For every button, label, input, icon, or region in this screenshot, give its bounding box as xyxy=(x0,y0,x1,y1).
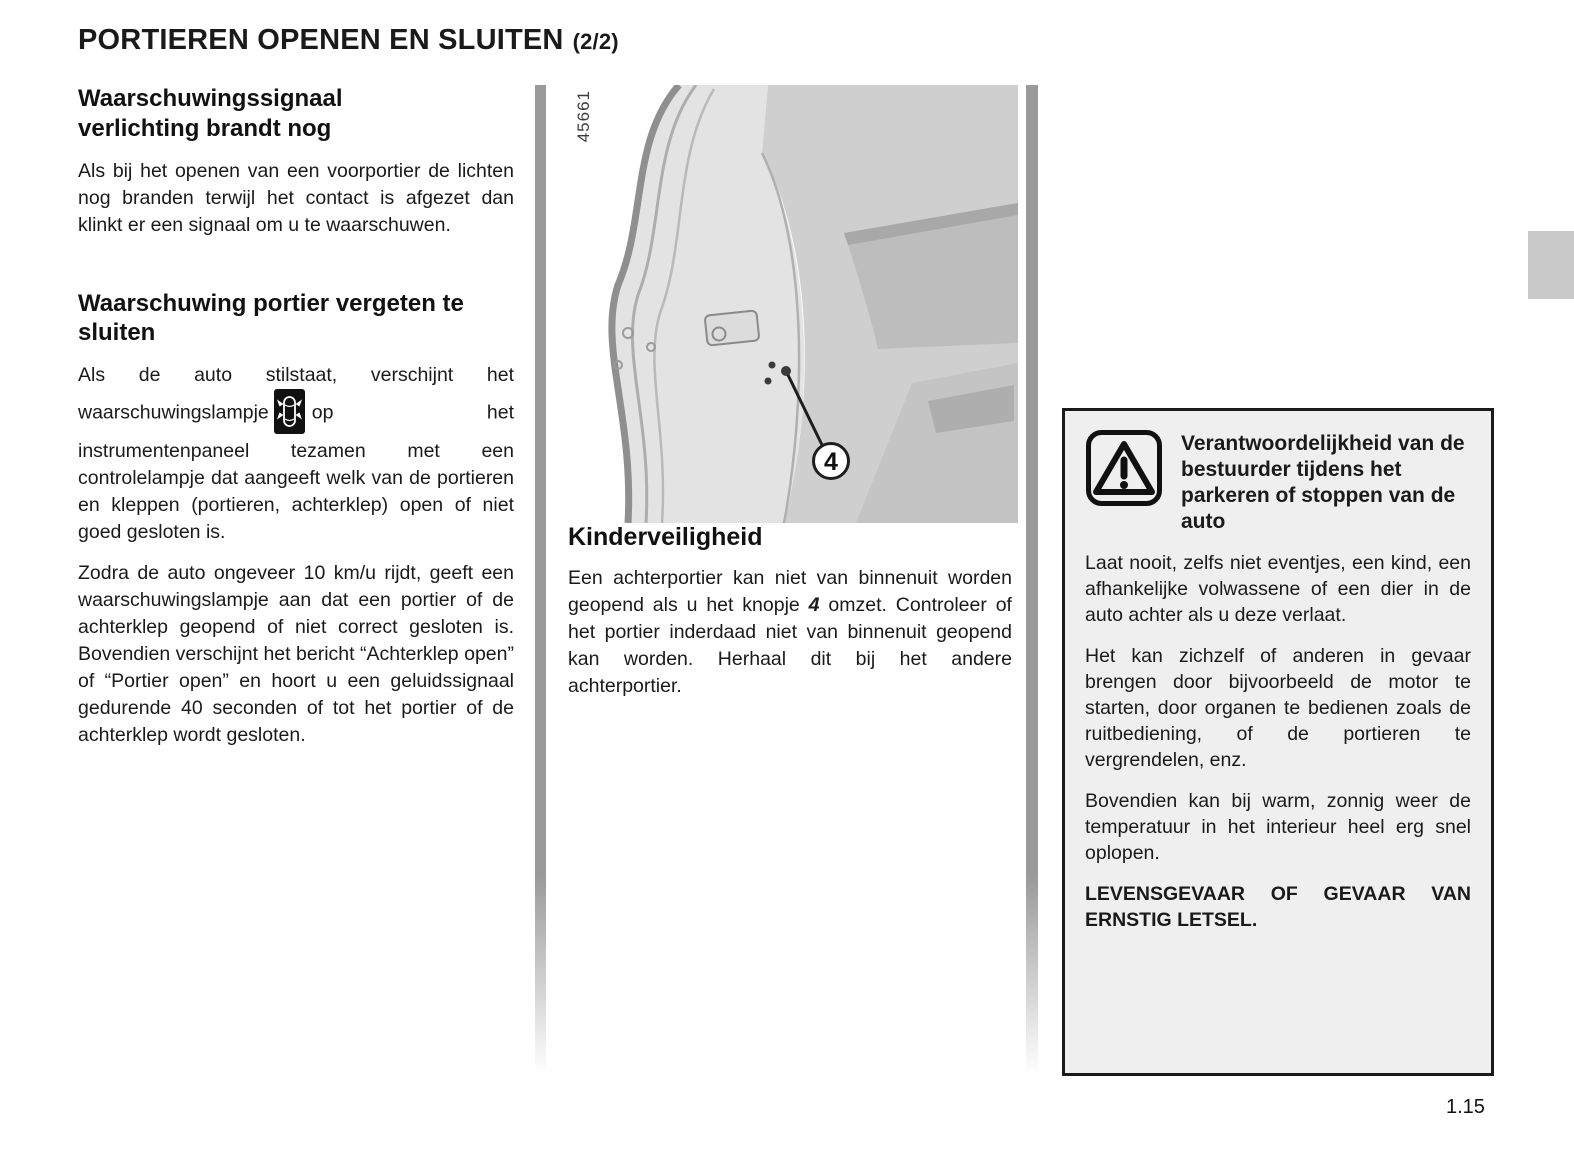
paragraph-part-after-icon: op het instrumentenpaneel tezamen met een controlelampje dat aangeeft welk van de portieren en kleppen (portieren, achterklep) open of niet goed gesloten is. xyxy=(78,401,514,543)
warning-paragraph-danger: LEVENSGEVAAR OF GEVAAR VAN ERNSTIG LETSEL. xyxy=(1085,883,1471,931)
warning-heading: Verantwoordelijkheid van de bestuurder tijdens het parkeren of stoppen van de auto xyxy=(1181,432,1465,533)
figure-number: 45661 xyxy=(574,90,593,143)
section-heading-warning-signal: Waarschuwingssignaal verlichting brandt nog xyxy=(78,85,343,142)
page-title-suffix: (2/2) xyxy=(572,29,619,54)
warning-triangle-icon xyxy=(1085,429,1163,512)
paragraph-door-left-open-2: Zodra de auto ongeveer 10 km/u rijdt, geeft een waarschuwingslampje aan dat een portier of de achterklep geopend of niet correct gesloten is. Bovendien verschijnt het bericht “Achterklep open” of “Portier open” en hoort u een geluidssignaal gedurende 40 seconden of tot het portier of de achterklep wordt gesloten. xyxy=(78,562,514,746)
callout-reference: 4 xyxy=(808,594,820,616)
warning-paragraph-1: Laat nooit, zelfs niet eventjes, een kind, een afhankelijke volwassene of een dier in de auto achter als u deze verlaat. xyxy=(1085,552,1471,626)
paragraph-warning-signal: Als bij het openen van een voorportier de lichten nog branden terwijl het contact is afgezet dan klinkt er een signaal om u te waarschuwen. xyxy=(78,159,514,236)
paragraph-part-before-icon: Als de auto stilstaat, verschijnt het waarschuwingslampje xyxy=(78,364,514,424)
warning-paragraph-3: Bovendien kan bij warm, zonnig weer de temperatuur in het interieur heel erg snel oplopen. xyxy=(1085,790,1471,864)
page-number: 1.15 xyxy=(1446,1096,1485,1118)
child-safety-knob xyxy=(781,366,791,376)
section-heading-child-safety: Kinderveiligheid xyxy=(568,523,763,551)
section-heading-door-left-open: Waarschuwing portier vergeten te sluiten xyxy=(78,289,464,347)
car-door-illustration xyxy=(556,85,1018,528)
warning-box-header xyxy=(1085,429,1471,535)
paragraph-door-left-open-1 xyxy=(78,362,514,546)
warning-paragraph-2: Het kan zichzelf of anderen in gevaar brengen door bijvoorbeeld de motor te starten, door organen te bedienen zoals de ruitbediening, of de portieren te vergrendelen, enz. xyxy=(1085,645,1471,771)
left-column xyxy=(78,84,514,749)
door-open-warning-lamp-icon xyxy=(274,389,305,434)
column-divider-right xyxy=(1026,85,1038,1075)
paragraph-part-before-ref: Een achterportier kan niet van binnenuit worden geopend als u het knopje xyxy=(568,567,1012,616)
paragraph-part-after-ref: omzet. Controleer of het portier inderdaad niet van binnenuit geopend kan worden. Herhaal dit bij het andere achterportier. xyxy=(568,594,1012,697)
paragraph-child-safety xyxy=(568,565,1012,700)
page-title-text: PORTIEREN OPENEN EN SLUITEN xyxy=(78,24,564,56)
page-edge-tab xyxy=(1528,231,1574,299)
column-divider-left xyxy=(535,85,546,1075)
page-title xyxy=(78,24,619,57)
callout-label: 4 xyxy=(824,448,838,476)
warning-box xyxy=(1062,408,1494,1076)
middle-column xyxy=(568,522,1012,700)
